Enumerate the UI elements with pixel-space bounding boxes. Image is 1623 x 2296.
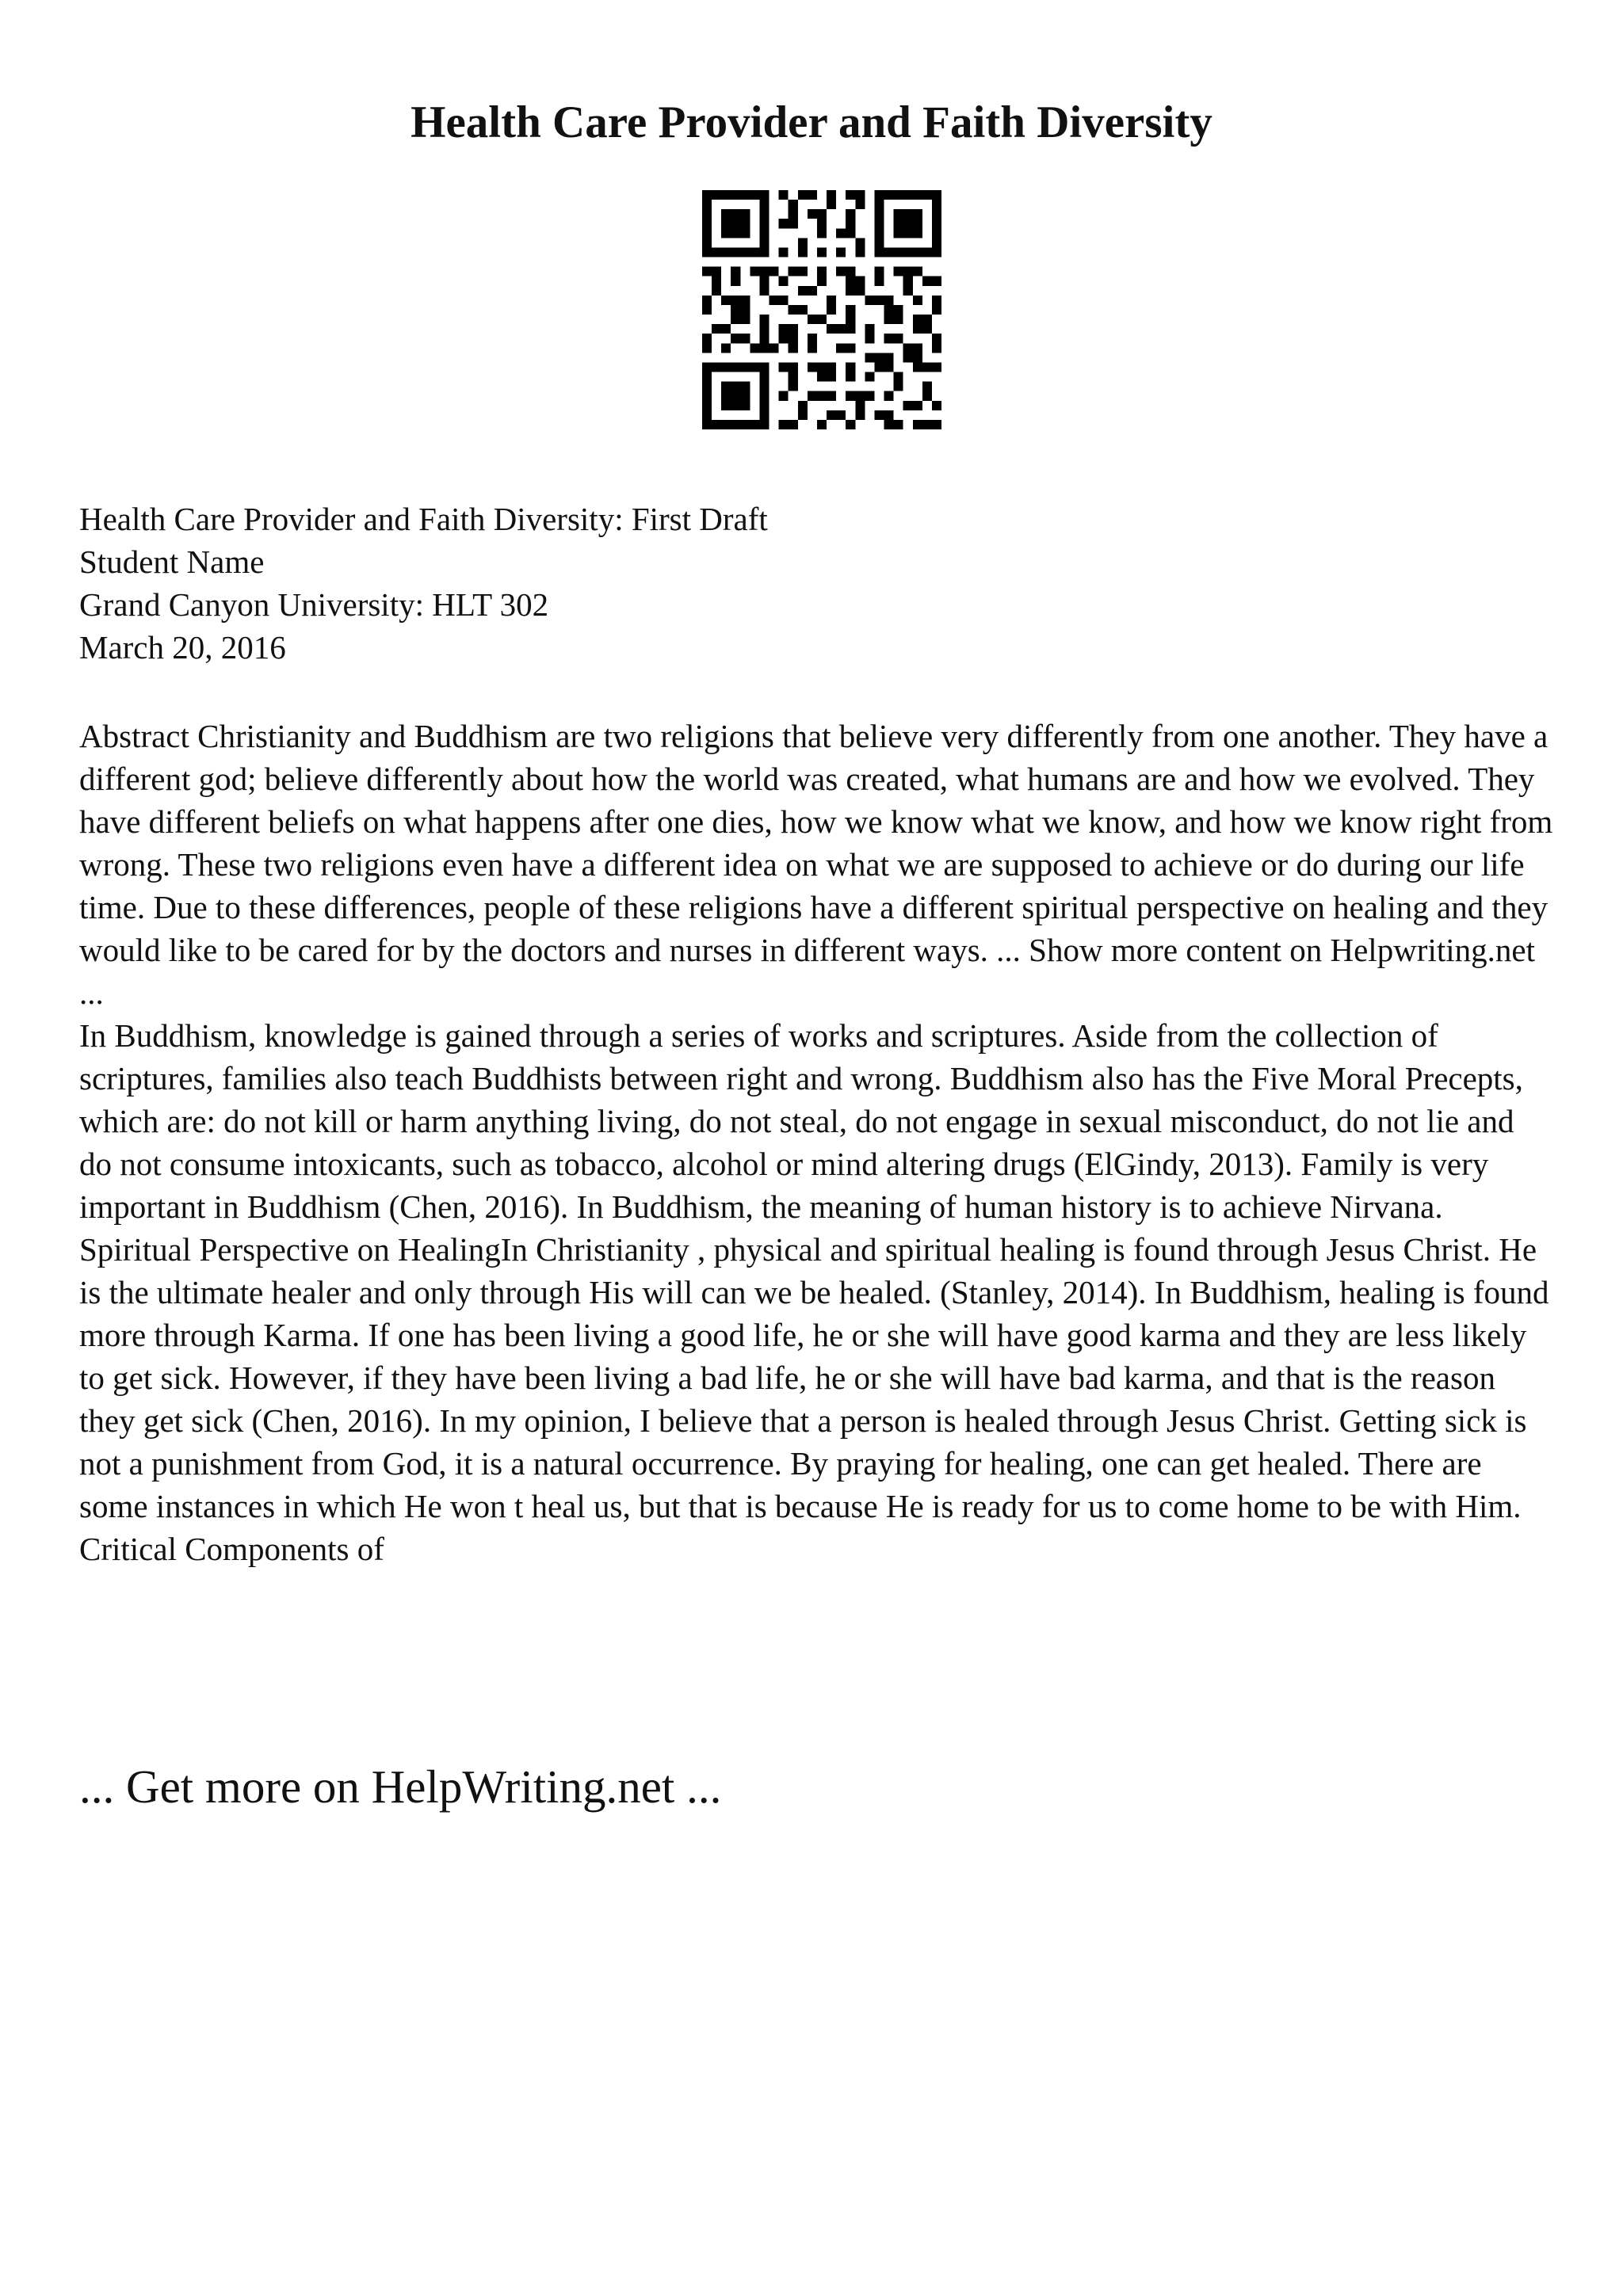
abstract-paragraph: Abstract Christianity and Buddhism are two religions that believe very differently from one another. They have a different god; believe differently about how the world was created, what humans are and how we evolved. They have different beliefs on what happens after one dies, how we know what we know, and how we know right from wrong. These two religions even have a different idea on what we are supposed to achieve or do during our life time. Due to these differences, people of these religions have a different spiritual perspective on healing and they would like to be cared for by the doctors and nurses in different ways. ... Show more content on Helpwriting.net ...: [79, 718, 1553, 1011]
get-more-link[interactable]: ... Get more on HelpWriting.net ...: [79, 1760, 722, 1813]
date-line: March 20, 2016: [79, 629, 286, 666]
document-meta: [79, 498, 1553, 669]
qr-code-icon: [702, 190, 941, 429]
buddhism-paragraph: In Buddhism, knowledge is gained through a series of works and scriptures. Aside from the collection of scriptures, families also teach Buddhists between right and wrong. Buddhism also has the Five Moral Precepts, which are: do not kill or harm anything living, do not steal, do not engage in sexual misconduct, do not lie and do not consume intoxicants, such as tobacco, alcohol or mind altering drugs (ElGindy, 2013). Family is very important in Buddhism (Chen, 2016). In Buddhism, the meaning of human history is to achieve Nirvana. Spiritual Perspective on HealingIn Christianity , physical and spiritual healing is found through Jesus Christ. He is the ultimate healer and only through His will can we be healed. (Stanley, 2014). In Buddhism, healing is found more through Karma. If one has been living a good life, he or she will have good karma and they are less likely to get sick. However, if they have been living a bad life, he or she will have bad karma, and that is the reason they get sick (Chen, 2016). In my opinion, I believe that a person is healed through Jesus Christ. Getting sick is not a punishment from God, it is a natural occurrence. By praying for healing, one can get healed. There are some instances in which He won t heal us, but that is because He is ready for us to come home to be with Him.: [79, 1017, 1549, 1524]
page-title: Health Care Provider and Faith Diversity: [411, 97, 1212, 147]
draft-heading: Health Care Provider and Faith Diversity: First Draft: [79, 501, 768, 537]
student-name: Student Name: [79, 543, 265, 580]
trailing-fragment: Critical Components of: [79, 1531, 384, 1567]
course-line: Grand Canyon University: HLT 302: [79, 586, 549, 623]
essay-body: [79, 715, 1553, 1570]
